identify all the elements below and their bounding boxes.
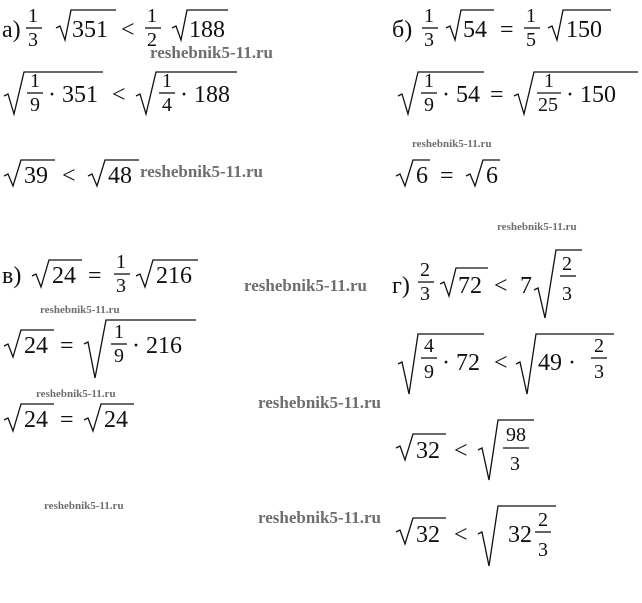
b-l3-op: = [440,163,454,189]
g-l3-op: < [454,438,468,464]
g-l2-op: < [494,350,508,376]
a-l1-rad2: 188 [189,17,225,43]
v-l2-num2: 1 [114,321,124,343]
a-l2-op: < [112,82,126,108]
watermark-6: reshebnik5-11.ru [40,304,120,316]
g-l2-text1: · 72 [442,350,480,376]
b-l2-num2: 1 [544,70,554,92]
b-l2-den2: 25 [538,94,558,116]
g-l2-den1: 9 [424,361,434,383]
a-l1-op: < [121,17,135,43]
g-l4-den2: 3 [538,539,548,561]
b-l1-rad2: 150 [566,17,602,43]
b-l1-rad1: 54 [463,17,487,43]
v-l2-rad1: 24 [24,333,48,359]
v-l3-op: = [60,407,74,433]
g-l2-num2: 2 [594,335,604,357]
b-l2-op: = [490,82,504,108]
b-l2-text1: · 54 [442,82,480,108]
a-l2-den2: 4 [162,94,172,116]
g-l4-op: < [454,522,468,548]
g-l3-den2: 3 [510,453,520,475]
g-l4-whole: 32 [508,522,532,548]
a-l2-text2: · 188 [180,82,230,108]
g-l1-sqrt2 [534,250,582,318]
g-l1-den2: 3 [562,283,572,305]
g-l1-num2: 2 [562,253,572,275]
watermark-7: reshebnik5-11.ru [36,388,116,400]
v-l3-rad2: 24 [104,407,128,433]
watermark-1: reshebnik5-11.ru [150,43,273,62]
b-l2-den1: 9 [424,94,434,116]
g-l2-den2: 3 [594,361,604,383]
g-l1-den1: 3 [420,283,430,305]
watermark-2: reshebnik5-11.ru [140,162,263,181]
a-l2-text1: · 351 [48,82,98,108]
b-l1-num1: 1 [424,5,434,27]
b-l2-text2: · 150 [566,82,616,108]
g-l2-num1: 4 [424,335,434,357]
a-l3-op: < [62,163,76,189]
v-l1-rad1: 24 [52,263,76,289]
v-l1-den2: 3 [116,275,126,297]
b-l1-den1: 3 [424,29,434,51]
watermark-5: reshebnik5-11.ru [244,276,367,295]
b-l3-rad1: 6 [416,163,428,189]
label-a: а) [2,17,21,43]
part-g [392,250,614,566]
a-l3-rad2: 48 [108,163,132,189]
v-l2-text2: · 216 [132,333,182,359]
g-l1-rad1: 72 [458,273,482,299]
v-l1-rad2: 216 [156,263,192,289]
g-l3-rad1: 32 [416,438,440,464]
b-l2-num1: 1 [424,70,434,92]
watermark-3: reshebnik5-11.ru [412,138,492,150]
label-g: г) [392,273,410,299]
a-l1-num2: 1 [147,5,157,27]
g-l4-rad1: 32 [416,522,440,548]
g-l1-num1: 2 [420,259,430,281]
watermark-8: reshebnik5-11.ru [258,393,381,412]
a-l1-den1: 3 [28,29,38,51]
watermark-10: reshebnik5-11.ru [258,508,381,527]
g-l4-num2: 2 [538,509,548,531]
part-v [2,251,198,433]
a-l1-rad1: 351 [72,17,108,43]
part-b [392,5,638,189]
watermark-4: reshebnik5-11.ru [497,221,577,233]
g-l1-coef: 7 [520,273,532,299]
b-l1-den2: 5 [526,29,536,51]
v-l1-num2: 1 [116,251,126,273]
a-l1-num1: 1 [28,5,38,27]
g-l2-text2a: 49 · [538,350,576,376]
g-l3-num2: 98 [506,424,526,446]
g-l1-op: < [494,273,508,299]
a-l3-rad1: 39 [24,163,48,189]
v-l2-op: = [60,333,74,359]
watermark-9: reshebnik5-11.ru [44,500,124,512]
v-l3-rad1: 24 [24,407,48,433]
a-l2-den1: 9 [30,94,40,116]
a-l2-num2: 1 [162,70,172,92]
b-l1-num2: 1 [526,5,536,27]
b-l3-rad2: 6 [486,163,498,189]
v-l1-op: = [88,263,102,289]
label-v: в) [2,263,22,289]
v-l2-den2: 9 [114,345,124,367]
a-l1-den2: 2 [147,29,157,51]
label-b: б) [392,17,413,43]
b-l1-op: = [500,17,514,43]
a-l2-num1: 1 [30,70,40,92]
